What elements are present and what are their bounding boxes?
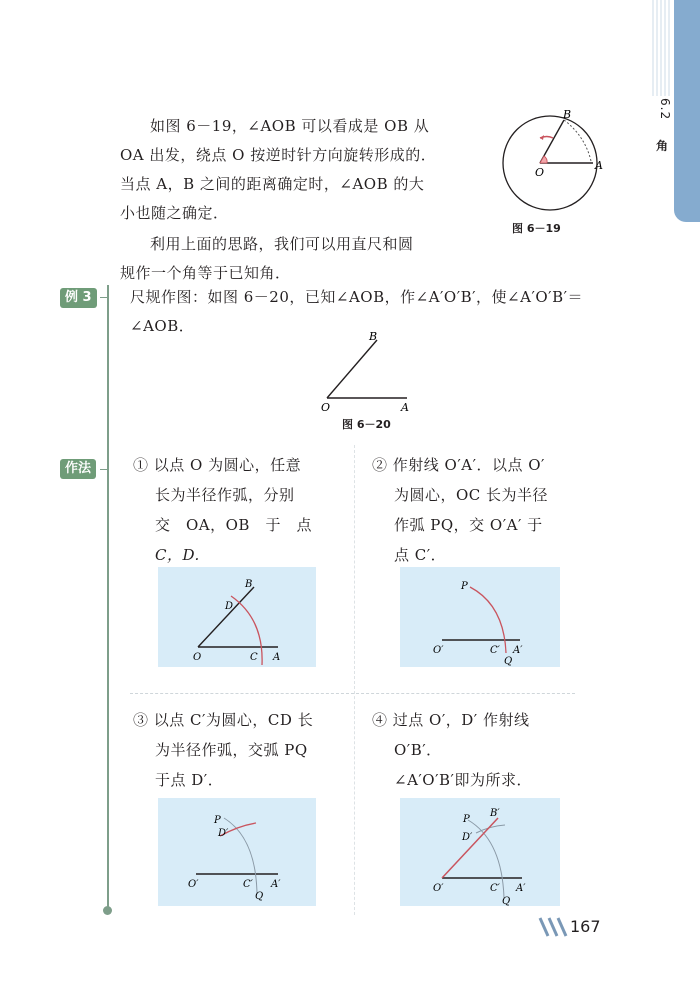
svg-text:C′: C′ [490,645,500,656]
svg-text:O′: O′ [433,883,444,894]
step-line: 为半径作弧，交弧 PQ [155,741,308,759]
page-number: 167 [570,917,601,936]
rule-end-dot [103,906,112,915]
intro-line: 小也随之确定． [120,204,229,222]
svg-text:P: P [463,814,470,825]
step-line: 作弧 PQ，交 O′A′ 于 [394,516,543,534]
intro-line: 当点 A，B 之间的距离确定时，∠AOB 的大 [120,175,425,193]
svg-text:B: B [245,579,253,590]
page-decor-slashes-icon [538,916,572,938]
svg-text:Q: Q [255,891,264,902]
svg-text:A′: A′ [271,879,281,890]
svg-text:O: O [193,652,202,663]
label-A: A [595,159,603,172]
svg-text:C′: C′ [490,883,500,894]
step-1-text [133,450,333,570]
svg-text:P: P [214,815,221,826]
svg-text:B′: B′ [490,808,500,819]
steps-horizontal-divider [130,693,575,694]
step-line: 长为半径作弧，分别 [155,486,295,504]
svg-text:A′: A′ [513,645,523,656]
figure-6-19-caption: 图 6－19 [512,222,561,235]
step-line: ∠A′O′B′即为所求． [394,771,532,789]
step-line: C，D. [155,546,200,564]
section-number: 6.2 [658,98,672,121]
step-2-figure [400,567,560,667]
step-line: ① 以点 O 为圆心，任意 [133,456,302,474]
svg-text:O′: O′ [188,879,199,890]
svg-text:Q: Q [504,656,513,667]
figure-6-20-angle [315,330,425,415]
section-title: 角 [655,139,668,153]
step-line: ② 作射线 O′A′．以点 O′ [372,456,545,474]
step-line: 交 OA，OB 于 点 [155,516,312,534]
step-line: 为圆心，OC 长为半径 [394,486,549,504]
intro-line: 规作一个角等于已知角． [120,264,291,282]
step-2-text [372,450,572,570]
example-vertical-rule [107,285,109,911]
steps-vertical-divider [354,445,355,915]
label-B: B [563,108,572,121]
method-tag: 作法 [60,459,96,479]
figure-6-19-circle [495,108,605,218]
svg-text:D′: D′ [462,832,473,843]
example-line: ∠AOB． [130,317,195,335]
step-line: ④ 过点 O′，D′ 作射线 [372,711,530,729]
intro-line: 如图 6－19，∠AOB 可以看成是 OB 从 [150,117,430,135]
step-line: O′B′． [394,741,442,759]
step-4-figure [400,798,560,906]
svg-text:C: C [250,652,258,663]
svg-text:P: P [461,581,468,592]
chapter-side-tab [674,0,700,222]
step-line: 于点 D′． [155,771,224,789]
svg-text:O′: O′ [433,645,444,656]
step-4-text [372,705,572,795]
intro-line: 利用上面的思路，我们可以用直尺和圆 [150,235,414,253]
step-3-text [133,705,333,795]
example-tag: 例 3 [60,288,97,308]
figure-6-20-caption: 图 6－20 [342,418,391,431]
label-O: O [321,401,331,414]
intro-line: OA 出发，绕点 O 按逆时针方向旋转形成的． [120,146,437,164]
label-B: B [369,330,378,343]
step-line: 点 C′． [394,546,447,564]
label-O: O [535,166,545,179]
svg-text:A: A [273,652,281,663]
svg-text:D: D [225,601,234,612]
label-A: A [401,401,409,414]
tag-connector [100,469,108,470]
svg-text:A′: A′ [516,883,526,894]
step-1-figure [158,567,316,667]
page-edge-stripes [652,0,672,96]
example-line: 尺规作图：如图 6－20，已知∠AOB，作∠A′O′B′，使∠A′O′B′＝ [130,288,583,306]
svg-text:D′: D′ [218,828,229,839]
svg-text:C′: C′ [243,879,253,890]
step-3-figure [158,798,316,906]
svg-text:Q: Q [502,896,511,906]
intro-paragraph [120,112,490,288]
step-line: ③ 以点 C′为圆心，CD 长 [133,711,314,729]
